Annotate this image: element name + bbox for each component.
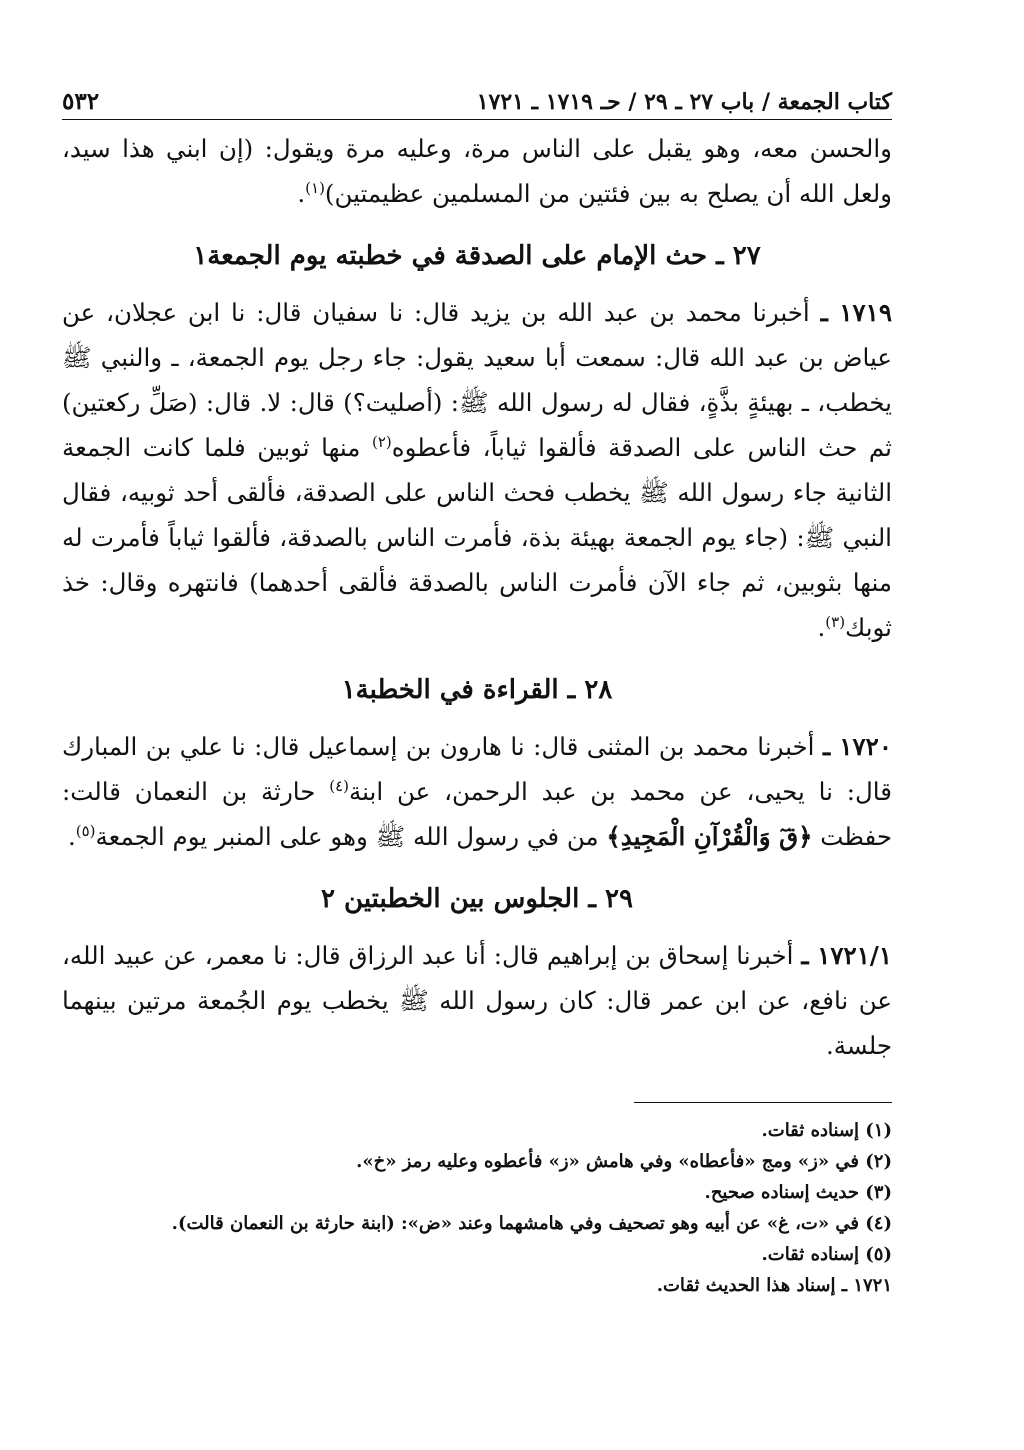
footnote-item: (٤) في «ت، غ» عن أبيه وهو تصحيف وفي هامشهما وعند «ض»: (ابنة حارثة بن النعمان قالت).: [171, 1213, 892, 1234]
hadith-number: ١٧٢١/١ ـ: [801, 941, 892, 970]
hadith-text: أخبرنا محمد بن المثنى قال: نا هارون بن إسماعيل قال: نا علي بن المبارك قال: نا يحيى، عن محمد بن عبد الرحمن، عن ابنة: [62, 732, 892, 806]
intro-text: والحسن معه، وهو يقبل على الناس مرة، وعليه مرة ويقول: (إن ابني هذا سيد، ولعل الله أن يصلح به بين فئتين من المسلمين عظيمتين): [62, 134, 892, 208]
hadith-1719: [62, 290, 892, 650]
page-number: ٥٣٢: [62, 88, 100, 115]
hadith-text: حارثة بن النعمان قالت: حفظت: [62, 777, 892, 851]
footnote-ref-5[interactable]: (٥): [75, 821, 96, 840]
hadith-number: ١٧٢٠ ـ: [822, 732, 892, 761]
section-heading-28: ٢٨ ـ القراءة في الخطبة١: [341, 675, 613, 705]
quran-quote: ﴿قٓ وَالْقُرْآنِ الْمَجِيدِ﴾: [606, 822, 813, 851]
footnote-divider: [634, 1102, 892, 1103]
footnote-item: (٥) إسناده ثقات.: [761, 1244, 892, 1265]
hadith-1720: [62, 724, 892, 859]
footnote-item: ١٧٢١ ـ إسناد هذا الحديث ثقات.: [656, 1275, 892, 1296]
footnote-item: (١) إسناده ثقات.: [761, 1120, 892, 1141]
hadith-end: .: [817, 613, 826, 642]
hadith-text: منها ثوبين فلما كانت الجمعة الثانية جاء رسول الله ﷺ يخطب فحث الناس على الصدقة، فألقى أحد ثوبيه، فقال النبي ﷺ: (جاء يوم الجمعة بهيئة بذة، فأمرت الناس بالصدقة، فألقوا ثياباً فأمرت له منها بثوبين، ثم جاء الآن فأمرت الناس بالصدقة فألقى أحدهما) فانتهره وقال: خذ ثوبك: [62, 433, 892, 642]
footnote-ref-2[interactable]: (٢): [371, 432, 392, 451]
footnote-ref-4[interactable]: (٤): [329, 776, 350, 795]
running-header: [62, 88, 892, 120]
section-heading-29: ٢٩ ـ الجلوس بين الخطبتين ٢: [321, 884, 633, 914]
hadith-text: أخبرنا إسحاق بن إبراهيم قال: أنا عبد الرزاق قال: نا معمر، عن عبيد الله، عن نافع، عن ابن عمر قال: كان رسول الله ﷺ يخطب يوم الجُمعة مرتين بينهما جلسة.: [62, 941, 892, 1060]
section-heading-27: ٢٧ ـ حث الإمام على الصدقة في خطبته يوم الجمعة١: [193, 241, 761, 271]
intro-paragraph: [62, 126, 892, 216]
footnote-ref-1[interactable]: (١): [305, 178, 325, 197]
hadith-number: ١٧١٩ ـ: [820, 298, 892, 327]
footnote-ref-3[interactable]: (٣): [825, 612, 846, 631]
hadith-1721: [62, 933, 892, 1068]
running-title: كتاب الجمعة / باب ٢٧ ـ ٢٩ / حـ ١٧١٩ ـ ١٧٢١: [476, 89, 892, 115]
footnote-item: (٢) في «ز» ومج «فأعطاه» وفي هامش «ز» فأعطوه وعليه رمز «خ».: [356, 1151, 892, 1172]
footnote-item: (٣) حديث إسناده صحيح.: [704, 1182, 892, 1203]
hadith-end: .: [67, 822, 76, 851]
hadith-text: من في رسول الله ﷺ وهو على المنبر يوم الجمعة: [95, 822, 607, 851]
hadith-text: أخبرنا محمد بن عبد الله بن يزيد قال: نا سفيان قال: نا ابن عجلان، عن عياض بن عبد الله قال: سمعت أبا سعيد يقول: جاء رجل يوم الجمعة، ـ والنبي ﷺ يخطب، ـ بهيئةٍ بذَّةٍ، فقال له رسول الله ﷺ: (أصليت؟) قال: لا. قال: (صَلِّ ركعتين) ثم حث الناس على الصدقة فألقوا ثياباً، فأعطوه: [62, 298, 892, 462]
footnotes-list: [62, 1115, 892, 1301]
intro-end: .: [297, 179, 306, 208]
